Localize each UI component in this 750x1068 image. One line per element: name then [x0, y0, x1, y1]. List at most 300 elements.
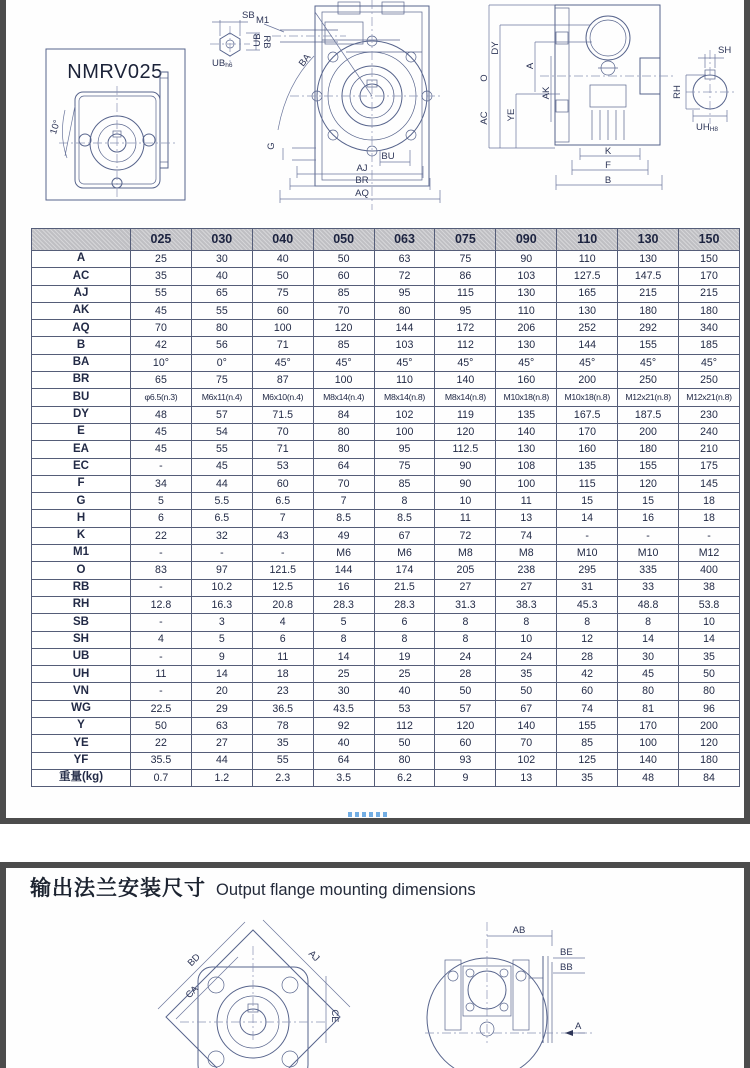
table-cell: 180 [679, 302, 740, 319]
table-cell: 102 [496, 752, 557, 769]
table-row [32, 475, 740, 492]
table-row [32, 718, 740, 735]
drawing-nmrv025-front-view [45, 48, 187, 202]
table-cell: 335 [618, 562, 679, 579]
be-label: BE [560, 947, 573, 958]
ye-label: YE [506, 108, 517, 122]
table-cell: 21.5 [374, 579, 435, 596]
table-cell: 103 [496, 268, 557, 285]
table-cell: 42 [557, 666, 618, 683]
ub-label: UB [252, 33, 263, 47]
o-label: O [479, 74, 490, 82]
table-cell: M8x14(n.8) [374, 389, 435, 406]
table-cell: 22 [131, 735, 192, 752]
table-cell: 3.5 [313, 769, 374, 786]
table-cell: 70 [313, 475, 374, 492]
table-cell: 55 [252, 752, 313, 769]
table-cell: 14 [557, 510, 618, 527]
table-cell: - [131, 614, 192, 631]
table-cell: 84 [679, 769, 740, 786]
dimensions-table [31, 228, 740, 787]
ab-label: AB [512, 925, 526, 936]
table-row [32, 389, 740, 406]
table-cell: 144 [313, 562, 374, 579]
diamond-dim-lines [158, 920, 350, 1043]
tiny-watermark [348, 812, 390, 817]
table-row [32, 562, 740, 579]
table-cell: 57 [191, 406, 252, 423]
table-cell: - [252, 545, 313, 562]
table-cell: 40 [374, 683, 435, 700]
table-cell: 81 [618, 700, 679, 717]
table-cell: 70 [252, 423, 313, 440]
table-cell: 155 [618, 458, 679, 475]
gearbox-front-outline [59, 72, 175, 198]
table-row-label: EA [32, 441, 131, 458]
table-cell: 16.3 [191, 596, 252, 613]
table-cell: 100 [313, 372, 374, 389]
table-cell: 10° [131, 354, 192, 371]
table-row [32, 752, 740, 769]
table-cell: 13 [496, 510, 557, 527]
table-cell: 63 [374, 251, 435, 268]
table-cell: 140 [496, 718, 557, 735]
table-cell: 127.5 [557, 268, 618, 285]
table-cell: 8 [618, 614, 679, 631]
table-cell: 8 [374, 493, 435, 510]
table-cell: 70 [313, 302, 374, 319]
table-cell: - [557, 527, 618, 544]
table-col-header: 063 [374, 229, 435, 251]
table-cell: 50 [496, 683, 557, 700]
table-cell: 24 [435, 648, 496, 665]
table-row-label: A [32, 251, 131, 268]
table-row [32, 510, 740, 527]
table-cell: M10x18(n.8) [557, 389, 618, 406]
table-cell: 60 [252, 302, 313, 319]
table-row [32, 735, 740, 752]
table-cell: 6.5 [252, 493, 313, 510]
table-cell: 53 [252, 458, 313, 475]
table-cell: 170 [679, 268, 740, 285]
dimension-lines [264, 12, 440, 203]
table-cell: 60 [557, 683, 618, 700]
table-cell: 100 [374, 423, 435, 440]
table-cell: 35.5 [131, 752, 192, 769]
table-col-header: 130 [618, 229, 679, 251]
table-cell: 84 [313, 406, 374, 423]
table-cell: 160 [557, 441, 618, 458]
table-cell: 28.3 [374, 596, 435, 613]
table-col-header: 090 [496, 229, 557, 251]
table-cell: 155 [557, 718, 618, 735]
uh-h8-label: UHH8 [696, 122, 719, 133]
table-cell: 30 [191, 251, 252, 268]
table-col-header: 050 [313, 229, 374, 251]
table-cell: 60 [313, 268, 374, 285]
table-cell: 174 [374, 562, 435, 579]
table-cell: 18 [679, 510, 740, 527]
table-cell: 14 [191, 666, 252, 683]
table-cell: 8.5 [313, 510, 374, 527]
table-cell: 119 [435, 406, 496, 423]
table-cell: 70 [131, 320, 192, 337]
table-cell: 43.5 [313, 700, 374, 717]
table-cell: 30 [313, 683, 374, 700]
table-cell: 44 [191, 475, 252, 492]
bd-label: BD [185, 951, 203, 969]
table-cell: 103 [374, 337, 435, 354]
table-cell: 8 [557, 614, 618, 631]
table-cell: 340 [679, 320, 740, 337]
table-cell: 8 [435, 631, 496, 648]
table-row-label: SH [32, 631, 131, 648]
table-cell: 40 [191, 268, 252, 285]
table-cell: 27 [496, 579, 557, 596]
table-cell: 15 [618, 493, 679, 510]
table-cell: 295 [557, 562, 618, 579]
table-row [32, 700, 740, 717]
table-cell: 187.5 [618, 406, 679, 423]
table-cell: 115 [557, 475, 618, 492]
table-cell: 10 [435, 493, 496, 510]
table-cell: 11 [131, 666, 192, 683]
drawing-front-view-flange [250, 0, 442, 216]
table-cell: 80 [679, 683, 740, 700]
dimension-table-container [31, 228, 740, 787]
table-cell: 38 [679, 579, 740, 596]
table-cell: 250 [679, 372, 740, 389]
table-cell: 10 [679, 614, 740, 631]
table-cell: 8 [313, 631, 374, 648]
table-cell: 12.8 [131, 596, 192, 613]
table-cell: 23 [252, 683, 313, 700]
table-cell: M6 [374, 545, 435, 562]
table-cell: 85 [557, 735, 618, 752]
table-row [32, 527, 740, 544]
table-row-label: BR [32, 372, 131, 389]
drawing-output-flange-side [425, 916, 597, 1043]
ak-label: AK [541, 86, 552, 100]
table-cell: 10.2 [191, 579, 252, 596]
table-cell: 33 [618, 579, 679, 596]
table-cell: 165 [557, 285, 618, 302]
table-cell: 31.3 [435, 596, 496, 613]
table-cell: 130 [496, 285, 557, 302]
table-cell: 45° [618, 354, 679, 371]
table-cell: 12.5 [252, 579, 313, 596]
table-row [32, 268, 740, 285]
table-cell: 135 [496, 406, 557, 423]
table-cell: 3 [191, 614, 252, 631]
table-cell: M6x10(n.4) [252, 389, 313, 406]
table-cell: M10 [557, 545, 618, 562]
table-row [32, 596, 740, 613]
table-cell: 45° [679, 354, 740, 371]
table-cell: φ6.5(n.3) [131, 389, 192, 406]
table-cell: 130 [557, 302, 618, 319]
table-cell: 6 [252, 631, 313, 648]
table-cell: 155 [618, 337, 679, 354]
table-cell: 0.7 [131, 769, 192, 786]
angle-10-label: 10° [48, 118, 64, 136]
table-cell: 36.5 [252, 700, 313, 717]
table-row-label: YE [32, 735, 131, 752]
table-row [32, 458, 740, 475]
table-cell: 4 [252, 614, 313, 631]
table-cell: 185 [679, 337, 740, 354]
table-cell: 15 [557, 493, 618, 510]
table-row-label: E [32, 423, 131, 440]
table-row-label: M1 [32, 545, 131, 562]
table-cell: 70 [496, 735, 557, 752]
table-cell: 45° [313, 354, 374, 371]
table-cell: 5 [191, 631, 252, 648]
table-row [32, 423, 740, 440]
table-cell: 53 [374, 700, 435, 717]
table-cell: 85 [374, 475, 435, 492]
table-cell: 45 [131, 441, 192, 458]
table-cell: 4 [131, 631, 192, 648]
rh-label: RH [672, 85, 683, 99]
table-cell: 8 [435, 614, 496, 631]
rb-label: RB [261, 35, 272, 49]
table-cell: - [131, 579, 192, 596]
table-row-label: SB [32, 614, 131, 631]
table-cell: 90 [435, 458, 496, 475]
table-cell: 11 [252, 648, 313, 665]
bb-label: BB [560, 962, 573, 973]
dy-label: DY [490, 41, 501, 55]
table-cell: 292 [618, 320, 679, 337]
table-cell: 40 [252, 251, 313, 268]
table-row [32, 545, 740, 562]
table-cell: 30 [618, 648, 679, 665]
table-cell: 20 [191, 683, 252, 700]
table-cell: 120 [313, 320, 374, 337]
table-col-header: 040 [252, 229, 313, 251]
table-cell: 83 [131, 562, 192, 579]
table-cell: 2.3 [252, 769, 313, 786]
table-cell: 112 [374, 718, 435, 735]
a-label: A [525, 62, 536, 70]
table-cell: 5 [313, 614, 374, 631]
table-cell: 180 [679, 752, 740, 769]
table-row-label: AJ [32, 285, 131, 302]
table-cell: 170 [557, 423, 618, 440]
table-cell: 57 [435, 700, 496, 717]
table-cell: M12 [679, 545, 740, 562]
table-cell: 11 [496, 493, 557, 510]
table-cell: 32 [191, 527, 252, 544]
table-cell: 110 [496, 302, 557, 319]
table-cell: 50 [374, 735, 435, 752]
table-cell: 50 [679, 666, 740, 683]
table-cell: 24 [496, 648, 557, 665]
table-cell: 215 [679, 285, 740, 302]
table-cell: 252 [557, 320, 618, 337]
g-label: G [266, 142, 277, 150]
bore-section [686, 50, 734, 124]
k-label: K [604, 146, 612, 157]
table-cell: 93 [435, 752, 496, 769]
table-cell: - [131, 458, 192, 475]
table-cell: 78 [252, 718, 313, 735]
table-cell: 34 [131, 475, 192, 492]
table-cell: 45° [496, 354, 557, 371]
ce-label: CE [329, 1009, 340, 1023]
table-cell: 14 [679, 631, 740, 648]
table-cell: 8 [374, 631, 435, 648]
table-head [32, 229, 740, 251]
table-cell: 95 [374, 285, 435, 302]
table-row [32, 666, 740, 683]
table-cell: M8 [435, 545, 496, 562]
table-cell: 110 [557, 251, 618, 268]
table-cell: 95 [435, 302, 496, 319]
table-row-label: WG [32, 700, 131, 717]
table-cell: M10 [618, 545, 679, 562]
aj-label: AJ [356, 163, 368, 174]
table-cell: M8x14(n.8) [435, 389, 496, 406]
table-row [32, 579, 740, 596]
b-label: B [604, 175, 612, 186]
table-cell: 75 [191, 372, 252, 389]
table-row-label: RB [32, 579, 131, 596]
table-cell: 180 [618, 441, 679, 458]
table-cell: 18 [252, 666, 313, 683]
table-cell: 147.5 [618, 268, 679, 285]
table-cell: 87 [252, 372, 313, 389]
table-cell: 45 [131, 423, 192, 440]
table-cell: 205 [435, 562, 496, 579]
table-cell: 240 [679, 423, 740, 440]
table-cell: 140 [435, 372, 496, 389]
sh-label: SH [718, 45, 732, 56]
table-cell: 0° [191, 354, 252, 371]
table-cell: 200 [679, 718, 740, 735]
a2-label: A [575, 1021, 582, 1032]
table-cell: 120 [435, 423, 496, 440]
sb-label: SB [242, 10, 255, 21]
table-row [32, 648, 740, 665]
table-cell: 230 [679, 406, 740, 423]
table-cell: - [131, 545, 192, 562]
table-row [32, 372, 740, 389]
table-cell: 6 [131, 510, 192, 527]
table-cell: M12x21(n.8) [679, 389, 740, 406]
table-cell: 206 [496, 320, 557, 337]
table-cell: 135 [557, 458, 618, 475]
table-row-label: UH [32, 666, 131, 683]
table-cell: 121.5 [252, 562, 313, 579]
table-cell: 74 [496, 527, 557, 544]
table-cell: 67 [374, 527, 435, 544]
table-cell: 150 [679, 251, 740, 268]
table-cell: 80 [374, 752, 435, 769]
table-cell: 65 [191, 285, 252, 302]
table-cell: 45° [374, 354, 435, 371]
table-cell: 110 [374, 372, 435, 389]
side-housing [540, 5, 676, 145]
table-cell: 80 [374, 302, 435, 319]
table-col-header: 030 [191, 229, 252, 251]
table-cell: 112.5 [435, 441, 496, 458]
table-row-label: AK [32, 302, 131, 319]
table-cell: 67 [496, 700, 557, 717]
table-cell: 48 [131, 406, 192, 423]
table-cell: 14 [618, 631, 679, 648]
table-cell: 172 [435, 320, 496, 337]
table-cell: 160 [496, 372, 557, 389]
table-cell: 35 [252, 735, 313, 752]
table-row [32, 302, 740, 319]
table-cell: 144 [374, 320, 435, 337]
table-cell: 35 [496, 666, 557, 683]
table-cell: 86 [435, 268, 496, 285]
table-cell: 48.8 [618, 596, 679, 613]
table-cell: 144 [557, 337, 618, 354]
table-cell: 9 [435, 769, 496, 786]
section2-title-en: Output flange mounting dimensions [216, 881, 476, 899]
table-cell: - [618, 527, 679, 544]
table-cell: 167.5 [557, 406, 618, 423]
table-cell: 7 [313, 493, 374, 510]
table-row-label: VN [32, 683, 131, 700]
table-cell: 215 [618, 285, 679, 302]
table-cell: 125 [557, 752, 618, 769]
table-cell: 28.3 [313, 596, 374, 613]
table-cell: 12 [557, 631, 618, 648]
table-col-header: 075 [435, 229, 496, 251]
table-cell: 29 [191, 700, 252, 717]
bu-label: BU [381, 151, 395, 162]
table-cell: 100 [252, 320, 313, 337]
table-cell: 25 [313, 666, 374, 683]
table-cell: 9 [191, 648, 252, 665]
table-cell: 96 [679, 700, 740, 717]
table-body [32, 251, 740, 787]
table-cell: 64 [313, 752, 374, 769]
table-cell: 65 [131, 372, 192, 389]
table-row [32, 354, 740, 371]
table-cell: 6.2 [374, 769, 435, 786]
table-row-label: AC [32, 268, 131, 285]
table-cell: 5.5 [191, 493, 252, 510]
table-cell: 16 [313, 579, 374, 596]
table-cell: 95 [374, 441, 435, 458]
model-label: NMRV025 [67, 61, 163, 83]
table-header-row [32, 229, 740, 251]
table-cell: 97 [191, 562, 252, 579]
table-cell: 45 [131, 302, 192, 319]
table-row [32, 614, 740, 631]
m1-label: M1 [256, 15, 270, 26]
table-cell: 8.5 [374, 510, 435, 527]
table-cell: M6x11(n.4) [191, 389, 252, 406]
table-cell: 71.5 [252, 406, 313, 423]
table-cell: 80 [313, 423, 374, 440]
table-row-label: UB [32, 648, 131, 665]
table-cell: 238 [496, 562, 557, 579]
table-cell: 13 [496, 769, 557, 786]
table-cell: 5 [131, 493, 192, 510]
table-cell: 130 [496, 441, 557, 458]
table-cell: 42 [131, 337, 192, 354]
table-cell: 90 [435, 475, 496, 492]
table-cell: - [191, 545, 252, 562]
table-row-label: BA [32, 354, 131, 371]
